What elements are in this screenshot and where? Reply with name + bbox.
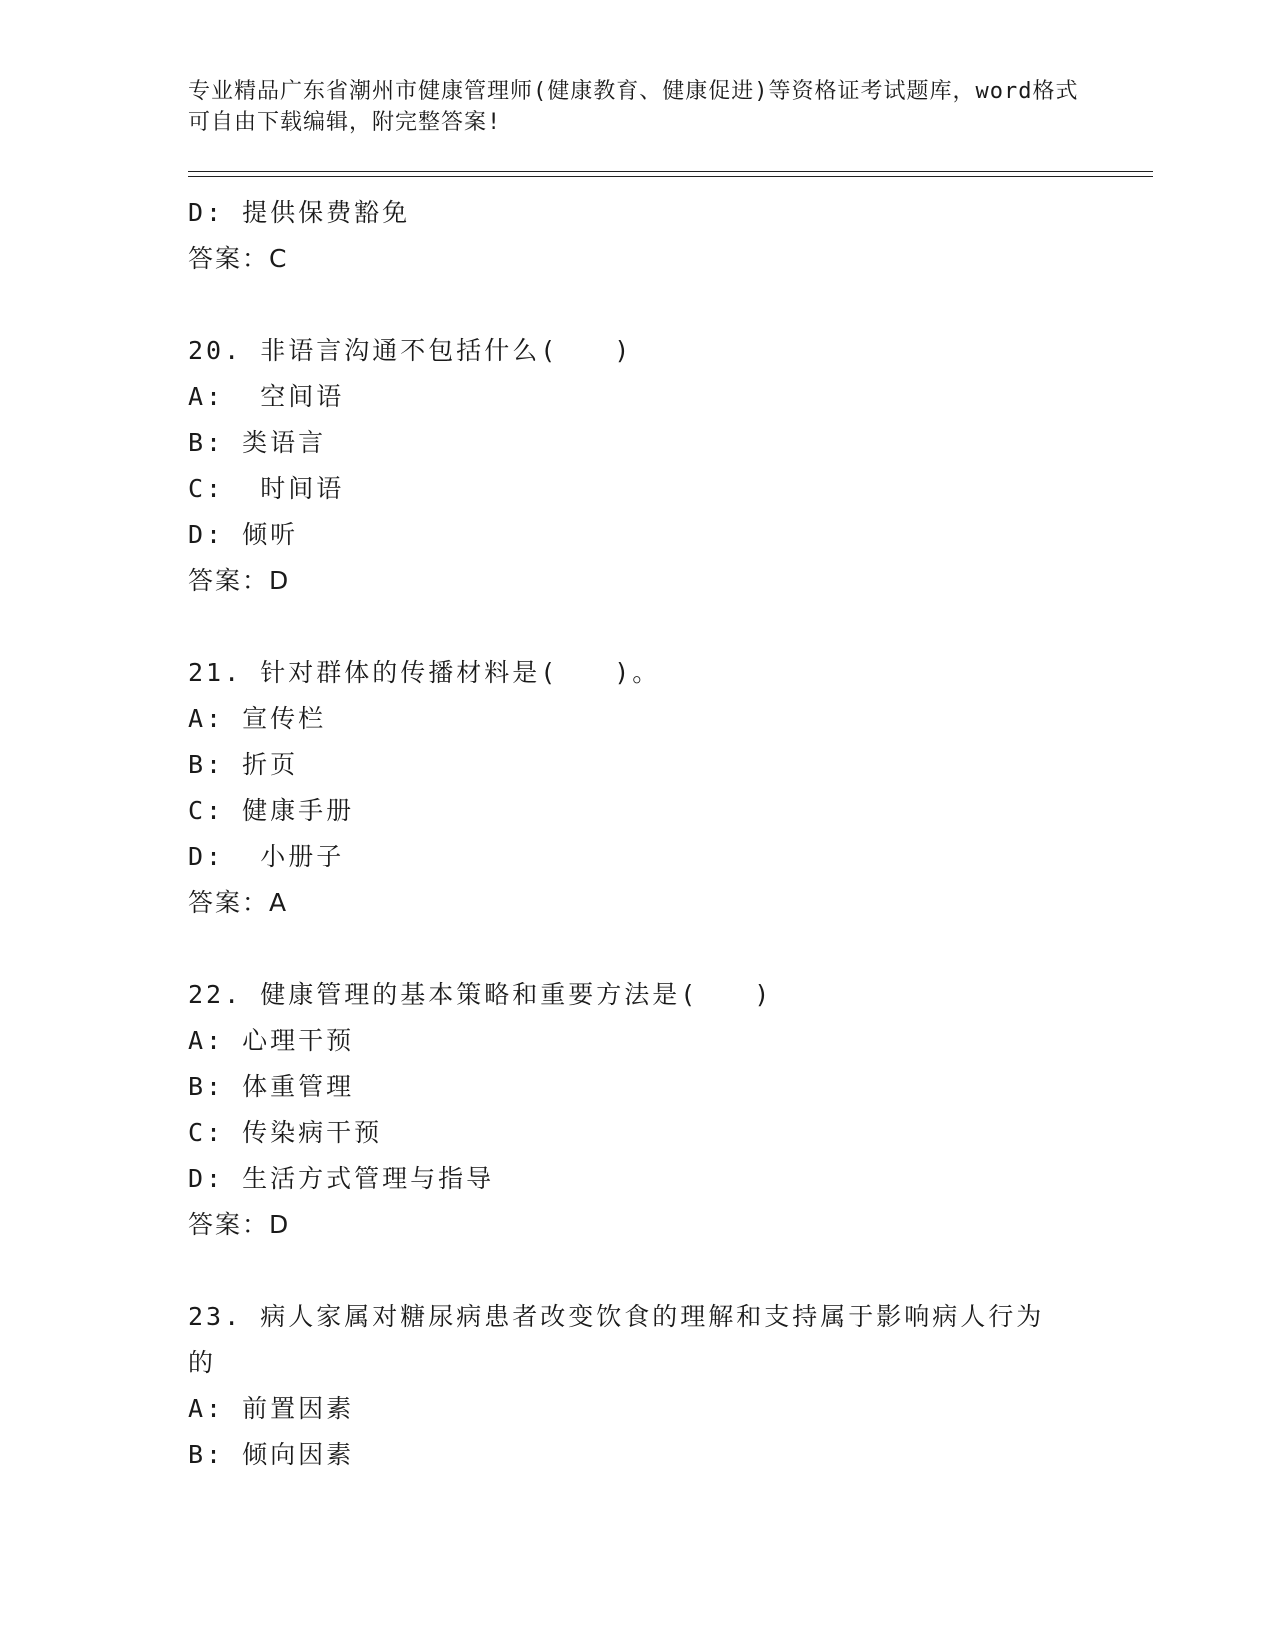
question-stem: 21. 针对群体的传播材料是( )。 bbox=[188, 658, 661, 687]
question-list bbox=[188, 190, 1088, 1478]
answer: 答案：D bbox=[188, 1210, 291, 1239]
header-rule-top bbox=[188, 171, 1153, 172]
option-a: A: 宣传栏 bbox=[188, 704, 327, 733]
option-d: D: 倾听 bbox=[188, 520, 299, 549]
document-header: 专业精品广东省潮州市健康管理师(健康教育、健康促进)等资格证考试题库，word格式可自由下载编辑，附完整答案! bbox=[188, 79, 1079, 135]
header-rule-bottom bbox=[188, 176, 1153, 177]
option-b: B: 折页 bbox=[188, 750, 299, 779]
question-stem: 20. 非语言沟通不包括什么( ) bbox=[188, 336, 633, 365]
option-d: D: 小册子 bbox=[188, 842, 345, 871]
answer: 答案：D bbox=[188, 566, 291, 595]
option-a: A: 前置因素 bbox=[188, 1394, 355, 1423]
question-stem: 22. 健康管理的基本策略和重要方法是( ) bbox=[188, 980, 773, 1009]
option-d: D: 生活方式管理与指导 bbox=[188, 1164, 495, 1193]
answer: 答案：A bbox=[188, 888, 289, 917]
option-c: C: 健康手册 bbox=[188, 796, 355, 825]
option-c: C: 时间语 bbox=[188, 474, 345, 503]
option-b: B: 体重管理 bbox=[188, 1072, 355, 1101]
option-a: A: 心理干预 bbox=[188, 1026, 355, 1055]
option-b: B: 倾向因素 bbox=[188, 1440, 355, 1469]
option-d: D: 提供保费豁免 bbox=[188, 198, 411, 227]
question-stem: 23. 病人家属对糖尿病患者改变饮食的理解和支持属于影响病人行为的 bbox=[188, 1302, 1045, 1377]
option-a: A: 空间语 bbox=[188, 382, 345, 411]
option-c: C: 传染病干预 bbox=[188, 1118, 383, 1147]
option-b: B: 类语言 bbox=[188, 428, 327, 457]
answer: 答案：C bbox=[188, 244, 289, 273]
